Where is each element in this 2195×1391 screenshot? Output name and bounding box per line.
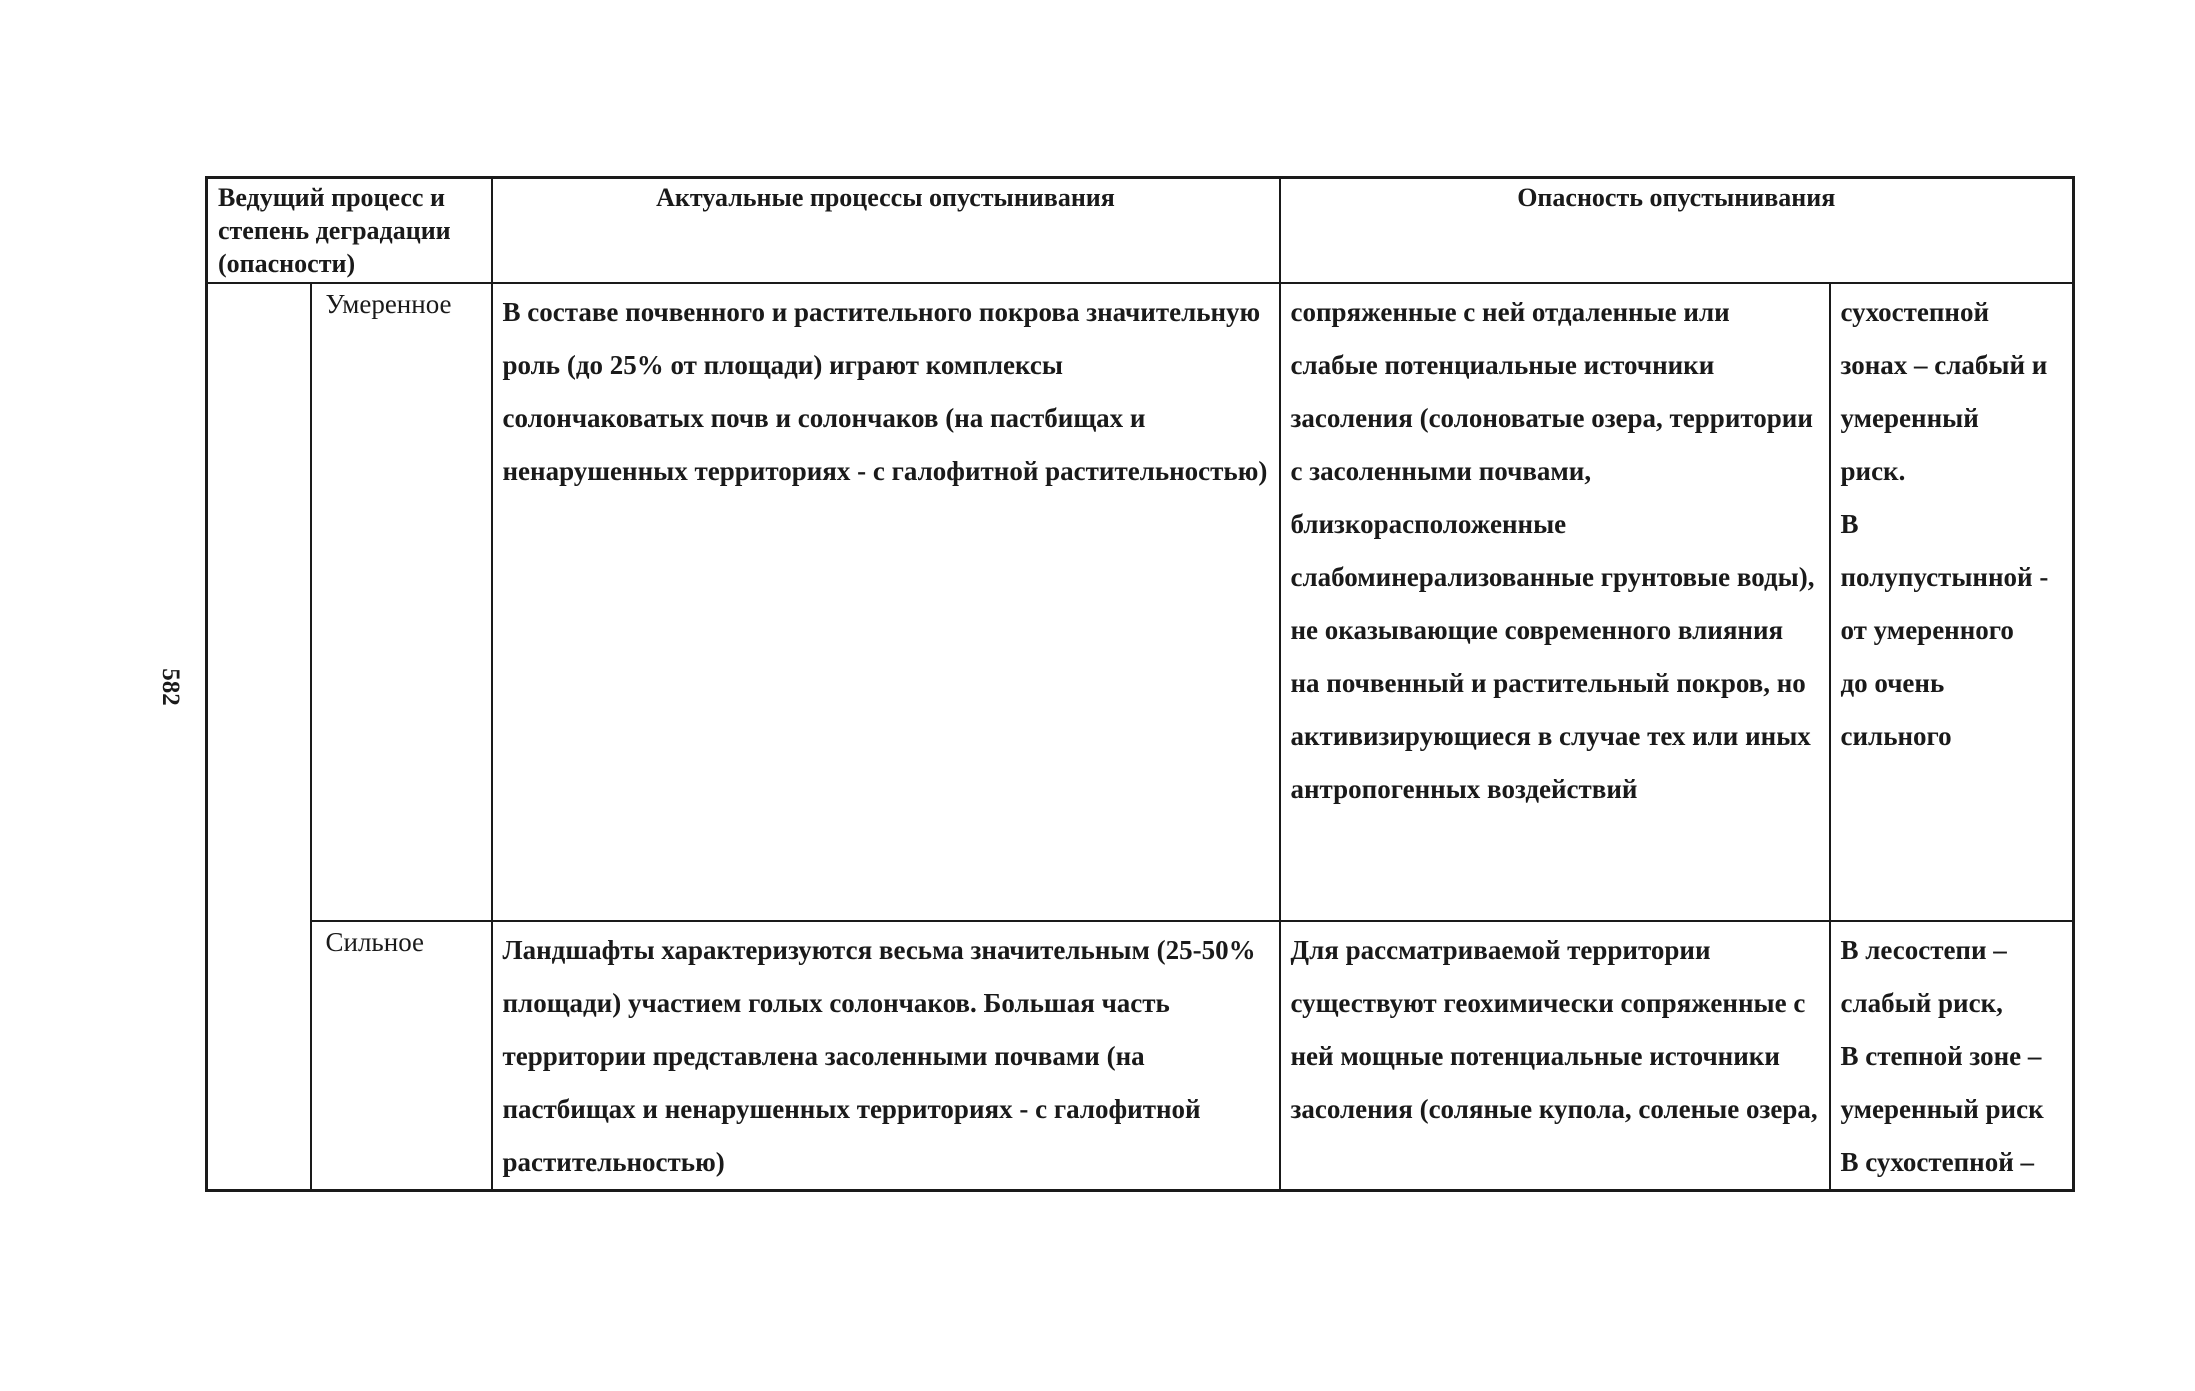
header-danger: Опасность опустынивания xyxy=(1280,178,2074,283)
degree-cell: Умеренное xyxy=(311,283,492,921)
page-number: 582 xyxy=(157,668,184,706)
danger-sources-cell: сопряженные с ней отдаленные или слабые потенциальные источники засоления (солоноватые озера, территории с засоленными почвами, близкорасположенные слабоминерализованные грунтовые воды), не оказывающие современного влияния на почвенный и растительный покров, но активизирующиеся в случае тех или иных антропогенных воздействий xyxy=(1280,283,1830,921)
danger-risk-cell: сухостепной зонах – слабый и умеренный риск. В полупустынной - от умеренного до очень сильного xyxy=(1830,283,2074,921)
degree-cell: Сильное xyxy=(311,921,492,1191)
process-cell xyxy=(207,283,311,1191)
table-row xyxy=(207,921,2074,1191)
danger-risk-cell: В лесостепи – слабый риск, В степной зоне – умеренный риск В сухостепной – xyxy=(1830,921,2074,1191)
header-actual: Актуальные процессы опустынивания xyxy=(492,178,1280,283)
actual-cell: В составе почвенного и растительного покрова значительную роль (до 25% от площади) играют комплексы солончаковатых почв и солончаков (на пастбищах и ненарушенных территориях - с галофитной растительностью) xyxy=(492,283,1280,921)
header-row xyxy=(207,178,2074,283)
header-process: Ведущий процесс и степень деградации (опасности) xyxy=(207,178,492,283)
danger-sources-cell: Для рассматриваемой территории существуют геохимически сопряженные с ней мощные потенциальные источники засоления (соляные купола, соленые озера, xyxy=(1280,921,1830,1191)
actual-cell: Ландшафты характеризуются весьма значительным (25-50% площади) участием голых солончаков. Большая часть территории представлена засоленными почвами (на пастбищах и ненарушенных территориях - с галофитной растительностью) xyxy=(492,921,1280,1191)
table-row xyxy=(207,283,2074,921)
desertification-table xyxy=(205,176,2075,1192)
